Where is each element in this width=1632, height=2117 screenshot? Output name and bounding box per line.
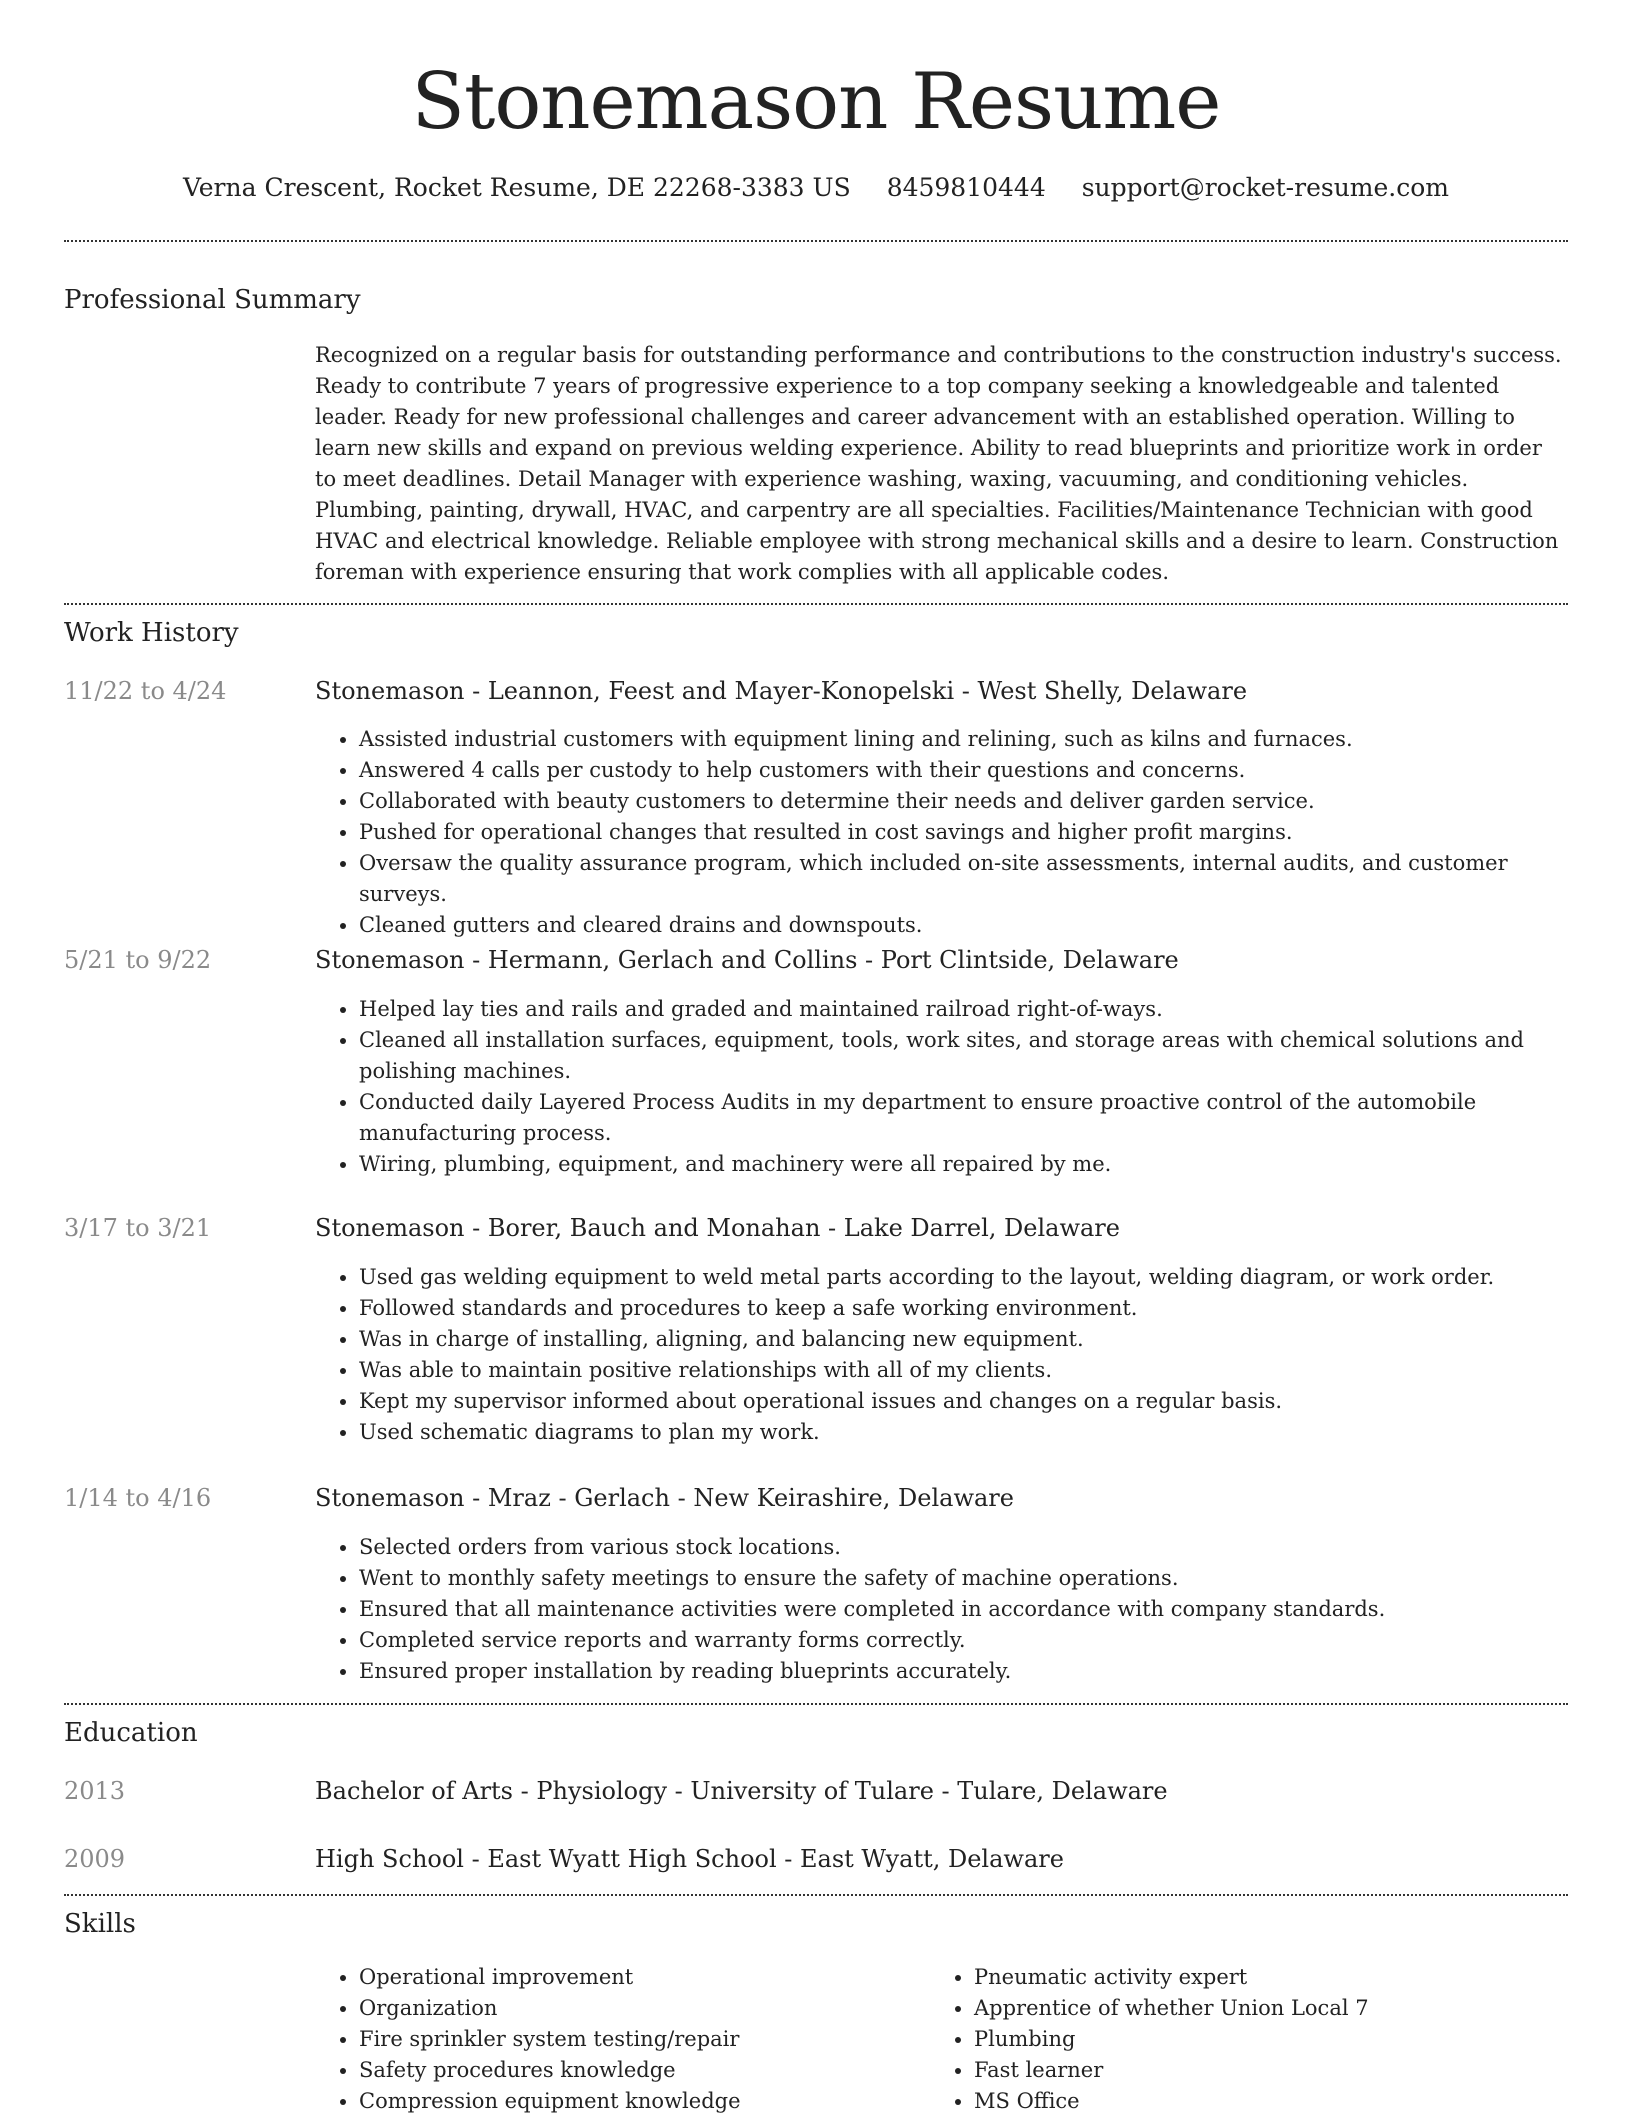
job-dates: 1/14 to 4/16 (64, 1484, 212, 1512)
job-bullet: • Collaborated with beauty customers to determine their needs and deliver garden service. (359, 786, 1568, 817)
skill-item: • Apprentice of whether Union Local 7 (974, 1993, 1568, 2024)
job-bullet: • Followed standards and procedures to keep a safe working environment. (359, 1293, 1568, 1324)
job-dates: 3/17 to 3/21 (64, 1214, 212, 1242)
job-bullet: • Was able to maintain positive relationships with all of my clients. (359, 1355, 1568, 1386)
job-bullet: • Used gas welding equipment to weld metal parts according to the layout, welding diagram, or work order. (359, 1262, 1568, 1293)
job-dates: 5/21 to 9/22 (64, 946, 212, 974)
section-divider (64, 1703, 1568, 1705)
job-bullet: • Conducted daily Layered Process Audits in my department to ensure proactive control of the automobile manufacturing process. (359, 1087, 1568, 1149)
skill-item: • Pneumatic activity expert (974, 1962, 1568, 1993)
job-dates: 11/22 to 4/24 (64, 677, 227, 705)
job-bullet: • Helped lay ties and rails and graded and maintained railroad right-of-ways. (359, 994, 1568, 1025)
skills-heading: Skills (64, 1909, 136, 1939)
job-bullet: • Went to monthly safety meetings to ensure the safety of machine operations. (359, 1563, 1568, 1594)
summary-heading: Professional Summary (64, 285, 361, 315)
skill-item: • Operational improvement (359, 1962, 929, 1993)
skill-item: • Organization (359, 1993, 929, 2024)
job-bullet: • Cleaned all installation surfaces, equipment, tools, work sites, and storage areas with chemical solutions and polishing machines. (359, 1025, 1568, 1087)
job-bullet: • Assisted industrial customers with equipment lining and relining, such as kilns and furnaces. (359, 724, 1568, 755)
job-bullet: • Selected orders from various stock locations. (359, 1532, 1568, 1563)
resume-title: Stonemason Resume (411, 57, 1221, 147)
job-title: Stonemason - Borer, Bauch and Monahan - Lake Darrel, Delaware (315, 1214, 1120, 1242)
contact-line (64, 170, 1568, 206)
education-year: 2013 (64, 1777, 126, 1805)
skill-item: • Fast learner (974, 2055, 1568, 2086)
job-bullets (315, 994, 1568, 1180)
job-bullet: • Kept my supervisor informed about operational issues and changes on a regular basis. (359, 1386, 1568, 1417)
contact-email: support@rocket-resume.com (1081, 173, 1450, 202)
education-degree: High School - East Wyatt High School - East Wyatt, Delaware (315, 1845, 1064, 1873)
job-bullet: • Answered 4 calls per custody to help customers with their questions and concerns. (359, 755, 1568, 786)
job-bullet: • Used schematic diagrams to plan my work. (359, 1417, 1568, 1448)
skill-item: • Safety procedures knowledge (359, 2055, 929, 2086)
section-divider (64, 1894, 1568, 1896)
job-title: Stonemason - Hermann, Gerlach and Collins - Port Clintside, Delaware (315, 946, 1179, 974)
job-bullets (315, 724, 1568, 941)
contact-address: Verna Crescent, Rocket Resume, DE 22268-3383 US (182, 173, 851, 202)
job-bullet: • Was in charge of installing, aligning, and balancing new equipment. (359, 1324, 1568, 1355)
job-bullet: • Pushed for operational changes that resulted in cost savings and higher profit margins. (359, 817, 1568, 848)
skill-item: • Compression equipment knowledge (359, 2086, 929, 2117)
job-bullet: • Completed service reports and warranty forms correctly. (359, 1625, 1568, 1656)
education-degree: Bachelor of Arts - Physiology - University of Tulare - Tulare, Delaware (315, 1777, 1168, 1805)
job-bullet: • Cleaned gutters and cleared drains and downspouts. (359, 910, 1568, 941)
section-divider (64, 603, 1568, 605)
job-title: Stonemason - Mraz - Gerlach - New Keirashire, Delaware (315, 1484, 1014, 1512)
work-history-heading: Work History (64, 618, 239, 648)
skills-list-left (315, 1962, 929, 2117)
contact-phone: 8459810444 (886, 173, 1046, 202)
job-bullet: • Ensured proper installation by reading blueprints accurately. (359, 1656, 1568, 1687)
summary-text: Recognized on a regular basis for outstanding performance and contributions to the construction industry's success. Ready to contribute 7 years of progressive experience to a top company seeking a knowledgeable and talented leader. Ready for new professional challenges and career advancement with an established operation. Willing to learn new skills and expand on previous welding experience. Ability to read blueprints and prioritize work in order to meet deadlines. Detail Manager with experience washing, waxing, vacuuming, and conditioning vehicles. Plumbing, painting, drywall, HVAC, and carpentry are all specialties. Facilities/Maintenance Technician with good HVAC and electrical knowledge. Reliable employee with strong mechanical skills and a desire to learn. Construction foreman with experience ensuring that work complies with all applicable codes. (315, 343, 1562, 584)
job-bullet: • Oversaw the quality assurance program, which included on-site assessments, internal audits, and customer surveys. (359, 848, 1568, 910)
job-bullet: • Wiring, plumbing, equipment, and machinery were all repaired by me. (359, 1149, 1568, 1180)
education-heading: Education (64, 1718, 198, 1748)
job-bullets (315, 1262, 1568, 1448)
skill-item: • Fire sprinkler system testing/repair (359, 2024, 929, 2055)
skills-list-right (930, 1962, 1568, 2117)
section-divider (64, 240, 1568, 242)
skill-item: • Plumbing (974, 2024, 1568, 2055)
job-title: Stonemason - Leannon, Feest and Mayer-Konopelski - West Shelly, Delaware (315, 677, 1248, 705)
job-bullet: • Ensured that all maintenance activities were completed in accordance with company standards. (359, 1594, 1568, 1625)
job-bullets (315, 1532, 1568, 1687)
education-year: 2009 (64, 1845, 126, 1873)
skill-item: • MS Office (974, 2086, 1568, 2117)
